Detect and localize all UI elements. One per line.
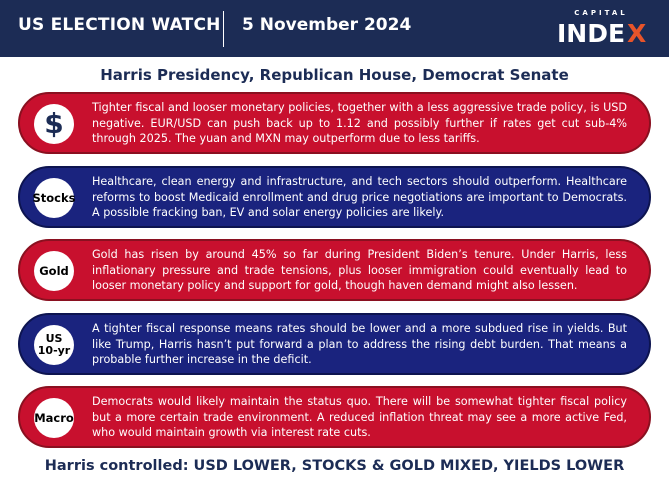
card-macro-label: Macro [34, 410, 74, 425]
dollar-icon [34, 104, 74, 144]
header-date: 5 November 2024 [242, 15, 412, 35]
logo-main-text: INDE [557, 19, 626, 48]
capital-index-logo [553, 9, 649, 49]
card-us10yr [18, 313, 651, 375]
us10yr-badge [34, 325, 74, 365]
card-macro [18, 386, 651, 448]
card-gold [18, 239, 651, 301]
logo-x-mark: X [627, 19, 647, 48]
card-us10yr-text: A tighter fiscal response means rates should be lower and a more subdued rise in yields. But like Trump, Harris hasn’t put forward a plan to address the rising debt burden. That means a probable further increase in the deficit. [92, 322, 627, 366]
header-banner [0, 0, 669, 57]
scenario-subtitle: Harris Presidency, Republican House, Democrat Senate [100, 66, 569, 84]
gold-badge [34, 251, 74, 291]
card-us10yr-label-line1: US [45, 331, 63, 345]
card-usd-label: $ [44, 106, 64, 140]
card-gold-text: Gold has risen by around 45% so far during President Biden’s tenure. Under Harris, less inflationary pressure and trade tensions, plus looser immigration could eventually lead to looser monetary policy and support for gold, though haven demand might also lessen. [92, 248, 627, 292]
page-title: US ELECTION WATCH [18, 15, 221, 35]
card-macro-text: Democrats would likely maintain the status quo. There will be somewhat tighter fiscal policy but a more certain trade environment. A reduced inflation threat may see a more active Fed, who would maintain growth via interest rate cuts. [92, 395, 627, 439]
header-divider [223, 11, 224, 47]
card-usd [18, 92, 651, 154]
stocks-badge [34, 178, 74, 218]
macro-badge [34, 398, 74, 438]
card-usd-text: Tighter fiscal and looser monetary policies, together with a less aggressive trade policy, is USD negative. EUR/USD can push back up to 1.12 and possibly further if rates get cut sub-4% through 2025. The yuan and MXN may outperform due to less tariffs. [92, 101, 627, 145]
card-gold-label: Gold [39, 263, 69, 278]
card-stocks-text: Healthcare, clean energy and infrastructure, and tech sectors should outperform. Healthcare reforms to boost Medicaid enrollment and drug price negotiations are important to Democrats. A possible fracking ban, EV and solar energy policies are likely. [92, 175, 627, 219]
summary-footer: Harris controlled: USD LOWER, STOCKS & GOLD MIXED, YIELDS LOWER [44, 458, 625, 474]
logo-top-text: CAPITAL [574, 9, 628, 17]
card-stocks-label: Stocks [32, 190, 76, 205]
card-us10yr-label-line2: 10-yr [37, 344, 71, 357]
card-stocks [18, 166, 651, 228]
